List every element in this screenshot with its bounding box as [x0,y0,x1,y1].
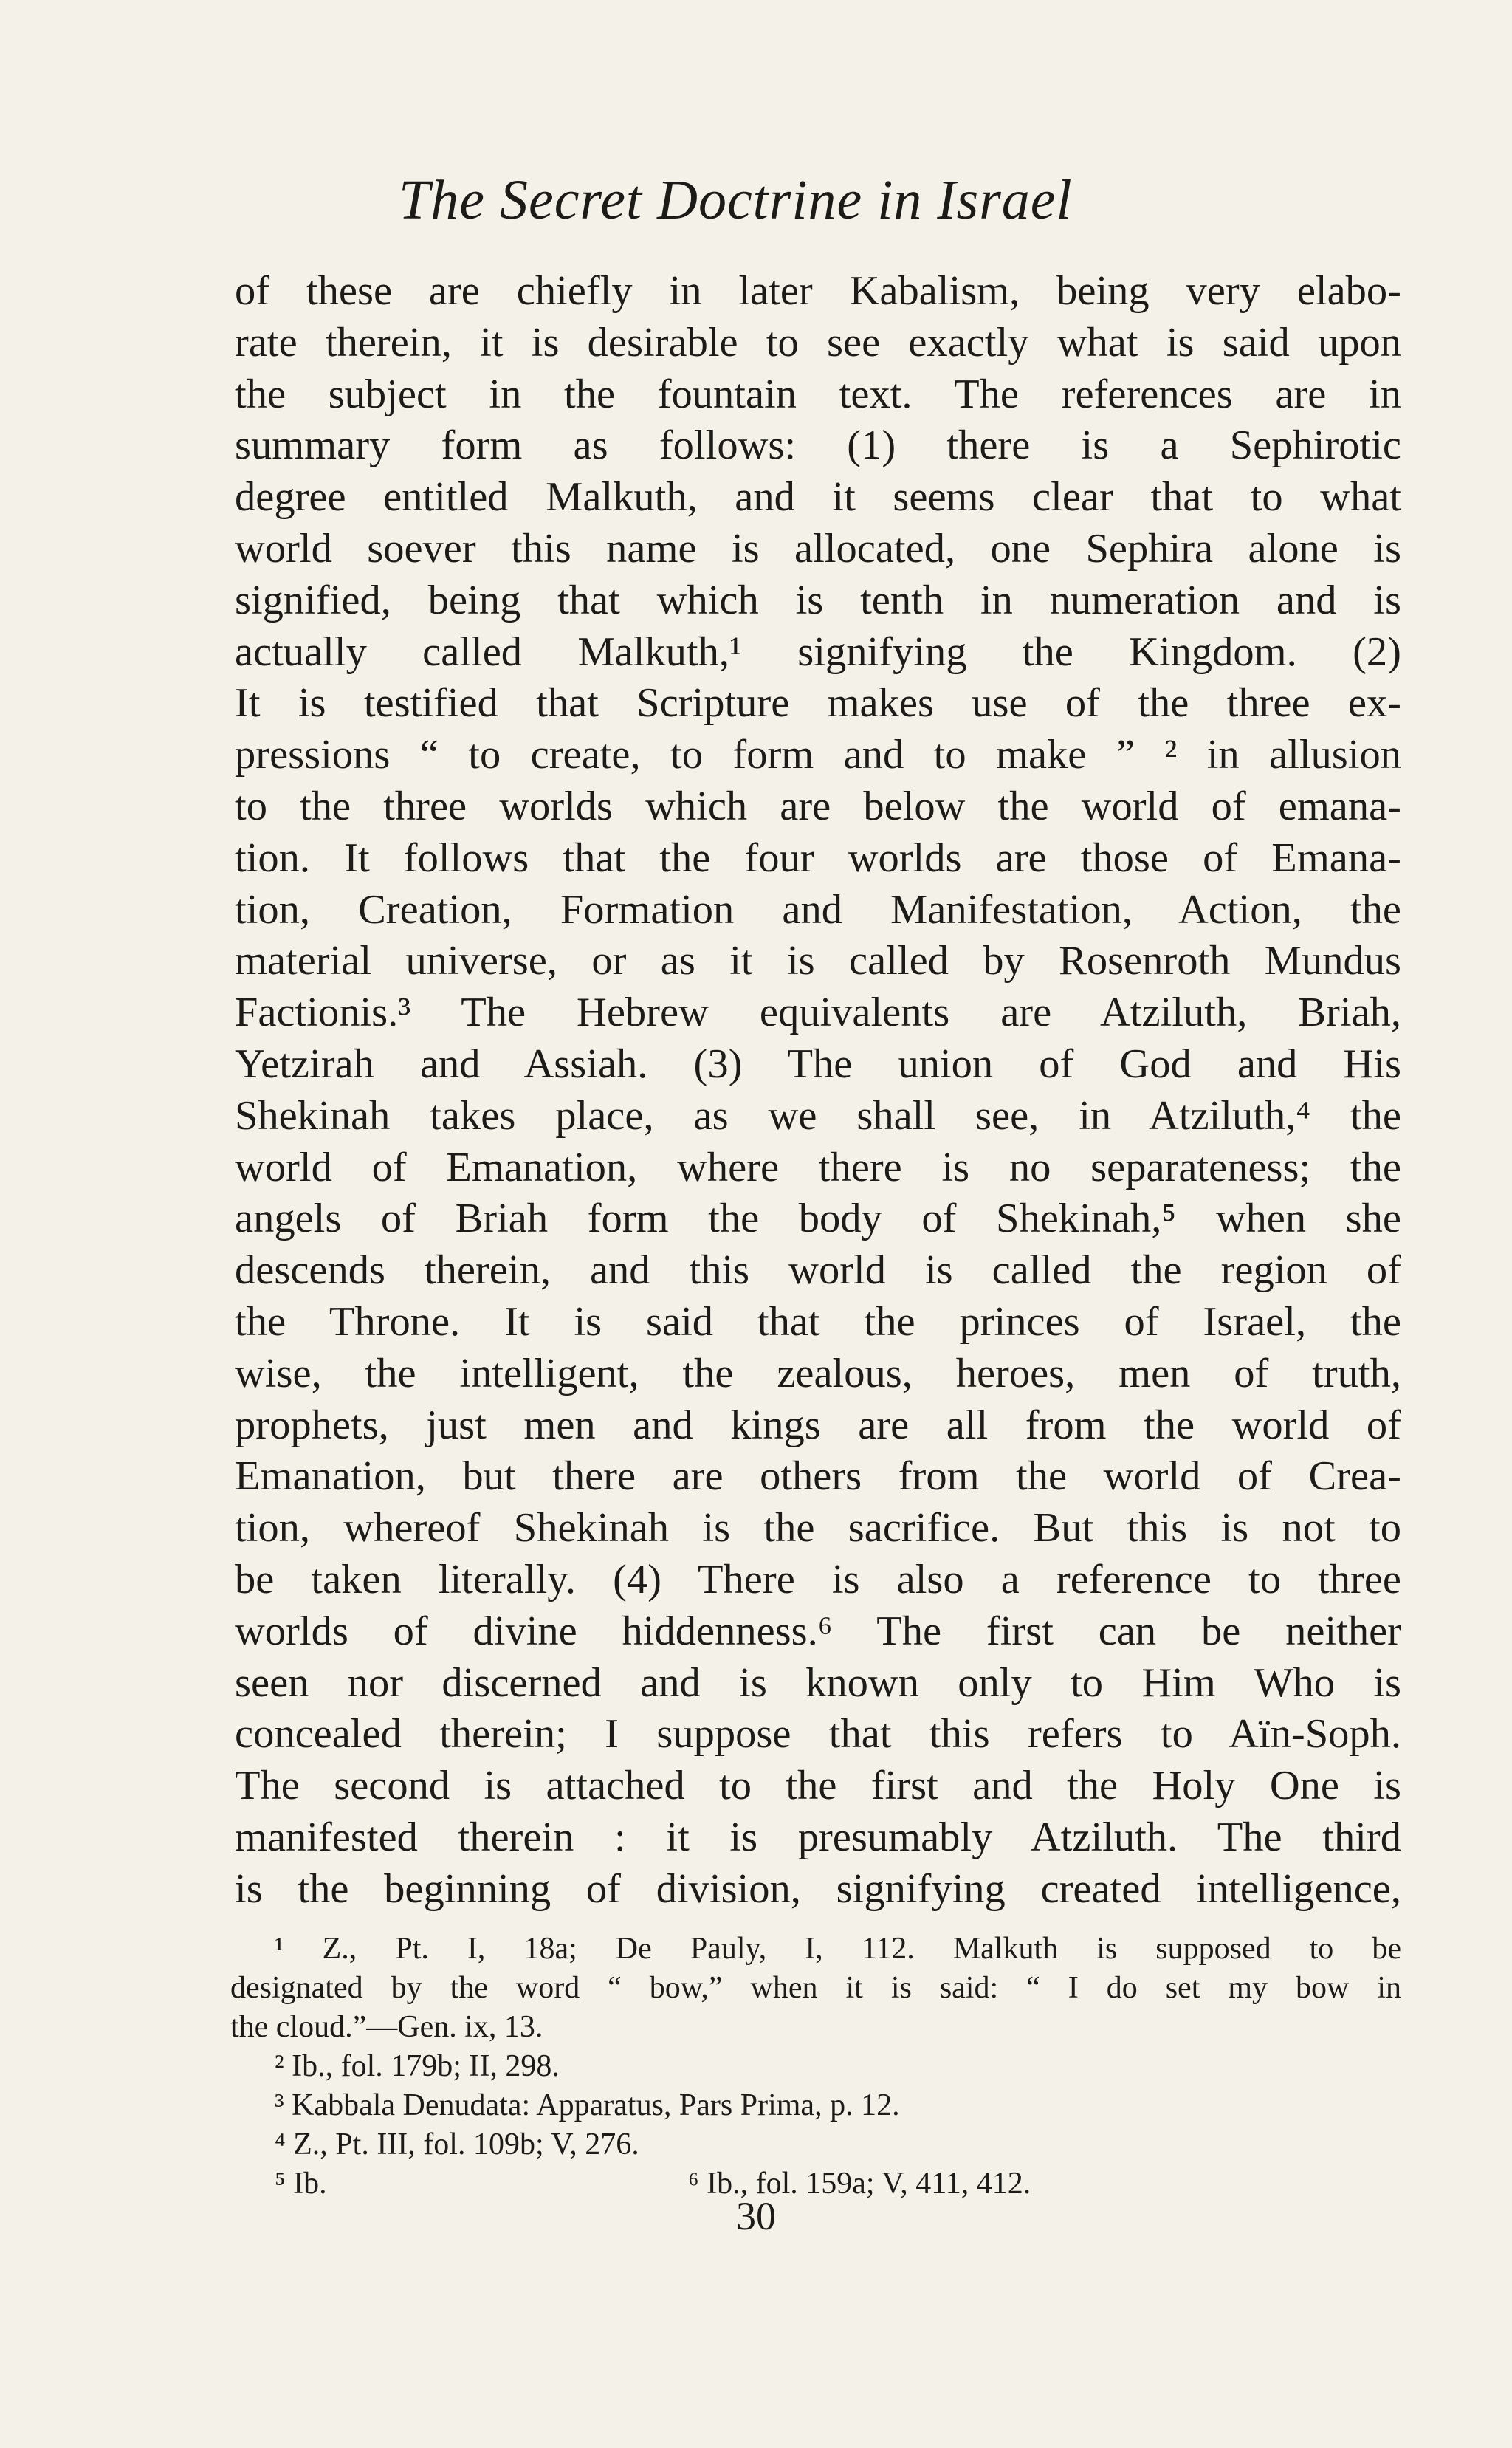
page-number: 30 [736,2194,776,2238]
footnote-2: ² Ib., fol. 179b; II, 298. [275,2049,560,2083]
body-line: concealed therein; I suppose that this refers to Aïn-Soph. [235,1711,1401,1758]
body-line: descends therein, and this world is called the region of [235,1247,1401,1294]
body-line: pressions “ to create, to form and to make ” ² in allusion [235,732,1401,778]
body-line: The second is attached to the first and the Holy One is [235,1763,1401,1809]
body-line: be taken literally. (4) There is also a reference to three [235,1556,1401,1602]
footnote-3: ³ Kabbala Denudata: Apparatus, Pars Prima, p. 12. [275,2088,900,2122]
footnote-5-6-row [230,2164,1401,2204]
body-line: Yetzirah and Assiah. (3) The union of God and His [235,1040,1401,1087]
body-line: worlds of divine hiddenness.⁶ The first can be neither [235,1608,1401,1654]
body-line: actually called Malkuth,¹ signifying the Kingdom. (2) [235,628,1401,675]
body-line: of these are chiefly in later Kabalism, being very elabo- [235,268,1401,314]
body-line: prophets, just men and kings are all from the world of [235,1402,1401,1448]
body-line: Emanation, but there are others from the world of Crea- [235,1453,1401,1500]
body-line: degree entitled Malkuth, and it seems clear that to what [235,474,1401,521]
body-line: tion, Creation, Formation and Manifestation, Action, the [235,886,1401,933]
body-line: angels of Briah form the body of Shekinah,⁵ when she [235,1196,1401,1242]
body-line: tion. It follows that the four worlds are those of Emana- [235,834,1401,881]
footnote-4: ⁴ Z., Pt. III, fol. 109b; V, 276. [275,2128,639,2161]
body-line: Shekinah takes place, as we shall see, in Atziluth,⁴ the [235,1092,1401,1139]
footnote-1-cont: designated by the word “ bow,” when it is said: “ I do set my bow in [230,1971,1401,2005]
body-line: manifested therein : it is presumably Atziluth. The third [235,1814,1401,1860]
body-line: world of Emanation, where there is no separateness; the [235,1144,1401,1190]
footnote-6: ⁶ Ib., fol. 159a; V, 411, 412. [688,2167,1031,2201]
body-line: wise, the intelligent, the zealous, heroes, men of truth, [235,1350,1401,1396]
body-line: seen nor discerned and is known only to Him Who is [235,1659,1401,1706]
running-head: The Secret Doctrine in Israel [399,169,1073,231]
footnote-1-cont: the cloud.”—Gen. ix, 13. [230,2010,543,2044]
body-line: tion, whereof Shekinah is the sacrifice. But this is not to [235,1505,1401,1552]
body-line: It is testified that Scripture makes use of the three ex- [235,680,1401,727]
body-line: rate therein, it is desirable to see exactly what is said upon [235,319,1401,366]
body-line: is the beginning of division, signifying created intelligence, [235,1865,1401,1912]
body-line: the Throne. It is said that the princes of Israel, the [235,1298,1401,1345]
footnote-5: ⁵ Ib. [275,2167,327,2201]
body-text [235,266,1401,1916]
body-line: material universe, or as it is called by Rosenroth Mundus [235,938,1401,984]
body-line: signified, being that which is tenth in numeration and is [235,577,1401,623]
body-line: summary form as follows: (1) there is a Sephirotic [235,422,1401,469]
body-line: world soever this name is allocated, one Sephira alone is [235,525,1401,572]
body-line: the subject in the fountain text. The references are in [235,371,1401,417]
body-line: Factionis.³ The Hebrew equivalents are Atziluth, Briah, [235,990,1401,1036]
footnotes [230,1930,1401,2204]
body-line: to the three worlds which are below the world of emana- [235,783,1401,829]
footnote-1: ¹ Z., Pt. I, 18a; De Pauly, I, 112. Malkuth is supposed to be [275,1932,1401,1966]
